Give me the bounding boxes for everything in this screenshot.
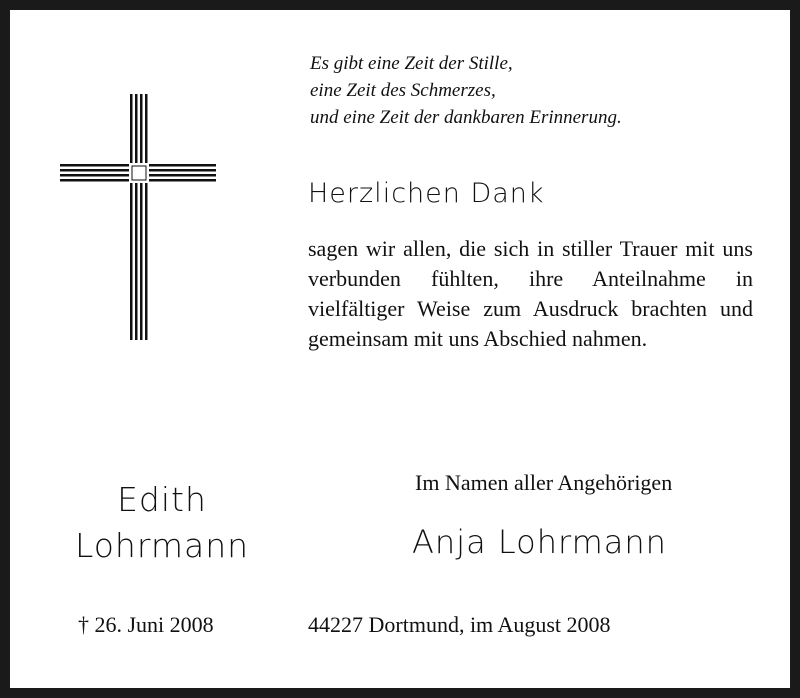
quote-line-1: Es gibt eine Zeit der Stille, [310, 53, 513, 74]
death-date: † 26. Juni 2008 [78, 612, 214, 637]
signer-name: Anja Lohrmann [412, 523, 667, 561]
on-behalf-text: Im Namen aller Angehörigen [415, 470, 673, 495]
quote-line-2: eine Zeit des Schmerzes, [310, 80, 496, 101]
thanks-text: sagen wir allen, die sich in stiller Trauer mit uns verbunden fühlten, ihre Anteilnahme in vielfältiger Weise zum Ausdruck brachten und gemeinsam mit uns Abschied nahmen. [308, 236, 753, 351]
quote-line-3: und eine Zeit der dankbaren Erinnerung. [310, 107, 622, 128]
cross-icon [60, 94, 216, 340]
deceased-first-name: Edith [117, 480, 207, 519]
thanks-heading: Herzlichen Dank [308, 178, 545, 209]
quote [310, 50, 770, 131]
place-date: 44227 Dortmund, im August 2008 [308, 612, 611, 637]
deceased-last-name: Lohrmann [74, 526, 250, 565]
